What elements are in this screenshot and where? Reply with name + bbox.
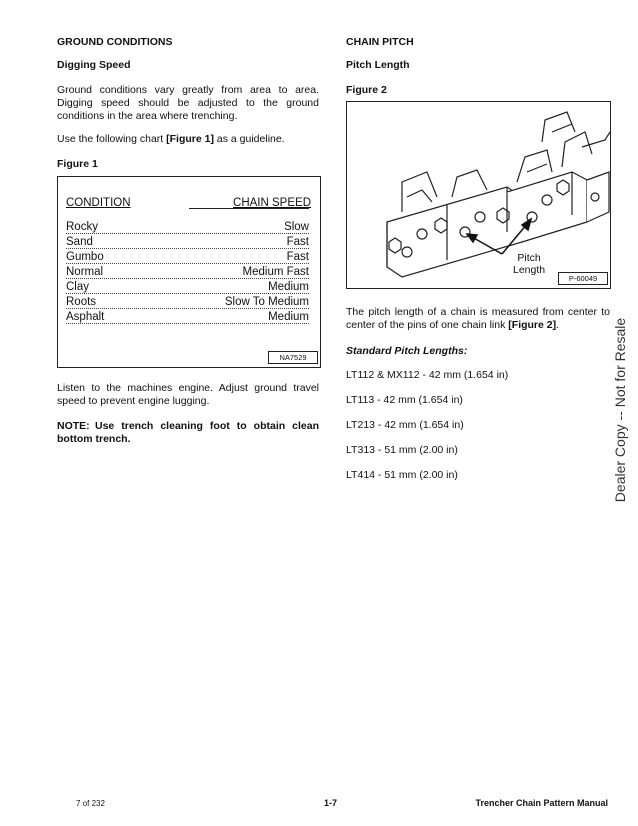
note-label: NOTE: <box>57 420 90 432</box>
condition-name: Sand <box>66 236 93 248</box>
figure-1-label: Figure 1 <box>57 158 98 170</box>
chain-speed-value: Slow <box>284 221 309 233</box>
note-block <box>57 420 319 446</box>
figure-2-tag: P-60049 <box>558 272 608 285</box>
footer-manual-title: Trencher Chain Pattern Manual <box>475 798 608 808</box>
chain-speed-value: Medium <box>268 311 309 323</box>
guideline-text-prefix: Use the following chart <box>57 133 167 145</box>
pitch-list-item: LT213 - 42 mm (1.654 in) <box>346 419 464 431</box>
condition-row-rocky <box>66 221 309 236</box>
chain-side-plate-next <box>507 172 587 242</box>
leader-dots <box>66 323 309 324</box>
condition-row-sand <box>66 236 309 251</box>
condition-row-asphalt <box>66 311 309 326</box>
condition-name: Roots <box>66 296 97 308</box>
guideline-paragraph <box>57 133 319 146</box>
note-text: Use trench cleaning foot to obtain clean bottom trench. <box>57 420 319 445</box>
chain-speed-value: Medium Fast <box>242 266 309 278</box>
figure-2-label: Figure 2 <box>346 84 387 96</box>
column-header-condition: CONDITION <box>66 197 131 209</box>
leader-dots <box>66 308 309 309</box>
pitch-length-paragraph <box>346 306 610 332</box>
pitch-text-prefix: The pitch length of a chain is measured from center to center of the pins of one chain link <box>346 306 610 331</box>
pitch-list-item: LT414 - 51 mm (2.00 in) <box>346 469 458 481</box>
standard-pitch-lengths-title: Standard Pitch Lengths: <box>346 345 468 357</box>
chain-speed-value: Fast <box>286 236 309 248</box>
subsection-title-digging-speed: Digging Speed <box>57 59 131 71</box>
leader-dots <box>66 233 309 234</box>
pitch-label-line-2: Length <box>513 264 546 276</box>
footer-page-number: 1-7 <box>324 798 338 808</box>
leader-dots <box>66 278 309 279</box>
column-header-chain-speed: CHAIN SPEED <box>233 197 311 209</box>
pitch-list-item: LT313 - 51 mm (2.00 in) <box>346 444 458 456</box>
engine-paragraph: Listen to the machines engine. Adjust ground travel speed to prevent engine lugging. <box>57 382 319 407</box>
condition-name: Rocky <box>66 221 98 233</box>
condition-name: Gumbo <box>66 251 104 263</box>
footer-page-count: 7 of 232 <box>76 799 105 808</box>
condition-row-normal <box>66 266 309 281</box>
section-title-chain-pitch: CHAIN PITCH <box>346 36 414 48</box>
pitch-list-item: LT113 - 42 mm (1.654 in) <box>346 394 463 406</box>
figure-2-illustration-box <box>346 101 611 289</box>
figure-1-reference: [Figure 1] <box>166 133 214 145</box>
leader-dots <box>66 248 309 249</box>
condition-name: Normal <box>66 266 104 278</box>
condition-row-roots <box>66 296 309 311</box>
chain-speed-value: Medium <box>268 281 309 293</box>
pitch-length-label <box>513 252 545 276</box>
condition-name: Asphalt <box>66 311 105 323</box>
dealer-copy-watermark: Dealer Copy -- Not for Resale <box>612 317 628 503</box>
chain-link-illustration <box>347 102 610 288</box>
pitch-text-suffix: . <box>556 319 560 331</box>
figure-1-tag: NA7529 <box>268 351 318 364</box>
chain-speed-value: Fast <box>286 251 309 263</box>
leader-dots <box>66 293 309 294</box>
pitch-label-line-1: Pitch <box>517 252 541 264</box>
condition-row-gumbo <box>66 251 309 266</box>
guideline-text-suffix: as a guideline. <box>213 133 285 145</box>
condition-row-clay <box>66 281 309 296</box>
condition-name: Clay <box>66 281 90 293</box>
subsection-title-pitch-length: Pitch Length <box>346 59 410 71</box>
section-title-ground-conditions: GROUND CONDITIONS <box>57 36 173 48</box>
leader-dots <box>66 263 309 264</box>
pitch-list-item: LT112 & MX112 - 42 mm (1.654 in) <box>346 369 509 381</box>
figure-2-reference: [Figure 2] <box>508 319 557 331</box>
chain-speed-value: Slow To Medium <box>224 296 309 308</box>
digging-speed-paragraph: Ground conditions vary greatly from area to area. Digging speed should be adjusted to the ground conditions in the area where trenching. <box>57 84 319 122</box>
